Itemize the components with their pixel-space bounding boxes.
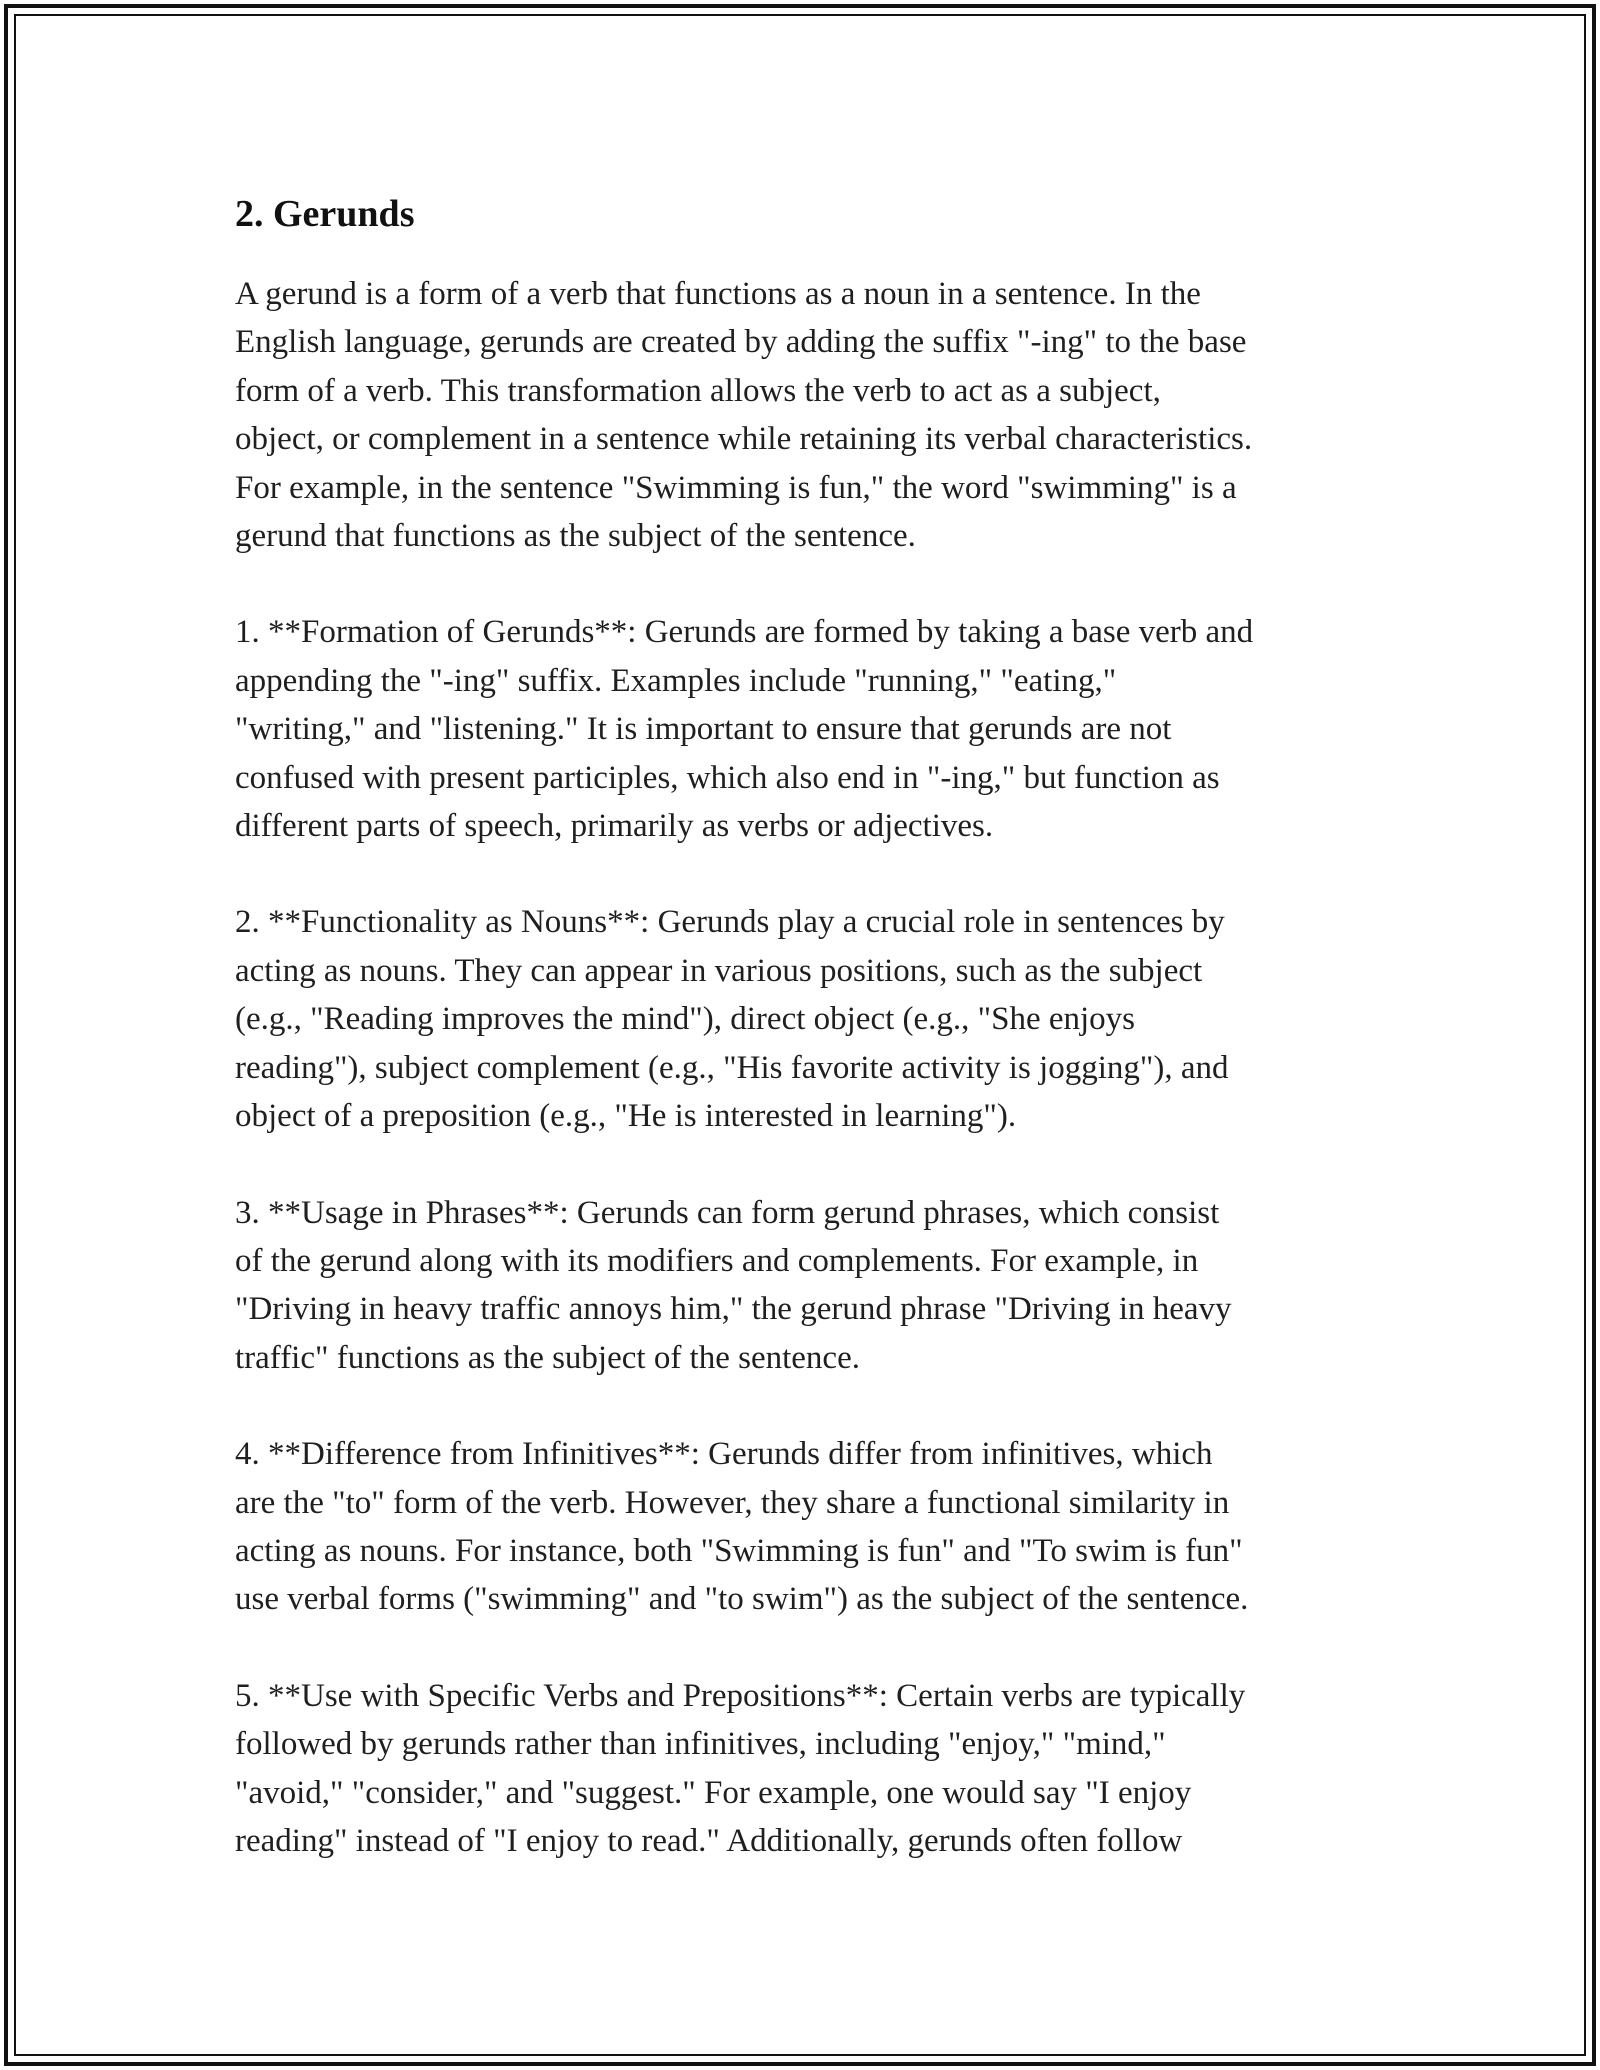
text-line: form of a verb. This transformation allows the verb to act as a subject, <box>235 372 1161 409</box>
text-line: different parts of speech, primarily as verbs or adjectives. <box>235 808 994 845</box>
text-line: traffic" functions as the subject of the sentence. <box>235 1339 860 1376</box>
text-line: object, or complement in a sentence while retaining its verbal characteristics. <box>235 421 1253 458</box>
text-line: 4. **Difference from Infinitives**: Gerunds differ from infinitives, which <box>235 1436 1213 1473</box>
text-line: 5. **Use with Specific Verbs and Prepositions**: Certain verbs are typically <box>235 1677 1246 1714</box>
text-line: gerund that functions as the subject of the sentence. <box>235 518 916 555</box>
intro-paragraph <box>235 270 1385 560</box>
text-line: 3. **Usage in Phrases**: Gerunds can form gerund phrases, which consist <box>235 1194 1220 1231</box>
text-line: 2. **Functionality as Nouns**: Gerunds play a crucial role in sentences by <box>235 904 1225 941</box>
point-infinitives-paragraph <box>235 1430 1385 1624</box>
text-line: (e.g., "Reading improves the mind"), direct object (e.g., "She enjoys <box>235 1001 1136 1038</box>
section-title: 2. Gerunds <box>235 193 415 235</box>
text-line: appending the "-ing" suffix. Examples include "running," "eating," <box>235 662 1117 699</box>
document-body <box>235 188 1385 1913</box>
text-line: are the "to" form of the verb. However, they share a functional similarity in <box>235 1484 1230 1521</box>
point-phrases-paragraph <box>235 1189 1385 1383</box>
text-line: reading"), subject complement (e.g., "His favorite activity is jogging"), and <box>235 1049 1229 1086</box>
text-line: English language, gerunds are created by adding the suffix "-ing" to the base <box>235 324 1247 361</box>
point-functionality-paragraph <box>235 898 1385 1140</box>
point-specific-verbs-paragraph <box>235 1672 1385 1866</box>
text-line: "writing," and "listening." It is important to ensure that gerunds are not <box>235 711 1172 748</box>
text-line: followed by gerunds rather than infinitives, including "enjoy," "mind," <box>235 1726 1166 1763</box>
text-line: confused with present participles, which also end in "-ing," but function as <box>235 759 1220 796</box>
text-line: "avoid," "consider," and "suggest." For example, one would say "I enjoy <box>235 1774 1192 1811</box>
point-formation-paragraph <box>235 608 1385 850</box>
text-line: object of a preposition (e.g., "He is interested in learning"). <box>235 1098 1017 1135</box>
text-line: 1. **Formation of Gerunds**: Gerunds are formed by taking a base verb and <box>235 614 1254 651</box>
text-line: "Driving in heavy traffic annoys him," the gerund phrase "Driving in heavy <box>235 1291 1232 1328</box>
text-line: use verbal forms ("swimming" and "to swim") as the subject of the sentence. <box>235 1581 1249 1618</box>
text-line: of the gerund along with its modifiers and complements. For example, in <box>235 1242 1199 1279</box>
text-line: acting as nouns. They can appear in various positions, such as the subject <box>235 952 1203 989</box>
text-line: acting as nouns. For instance, both "Swimming is fun" and "To swim is fun" <box>235 1532 1243 1569</box>
text-line: reading" instead of "I enjoy to read." Additionally, gerunds often follow <box>235 1822 1183 1859</box>
text-line: For example, in the sentence "Swimming is fun," the word "swimming" is a <box>235 469 1237 506</box>
text-line: A gerund is a form of a verb that functions as a noun in a sentence. In the <box>235 276 1201 312</box>
